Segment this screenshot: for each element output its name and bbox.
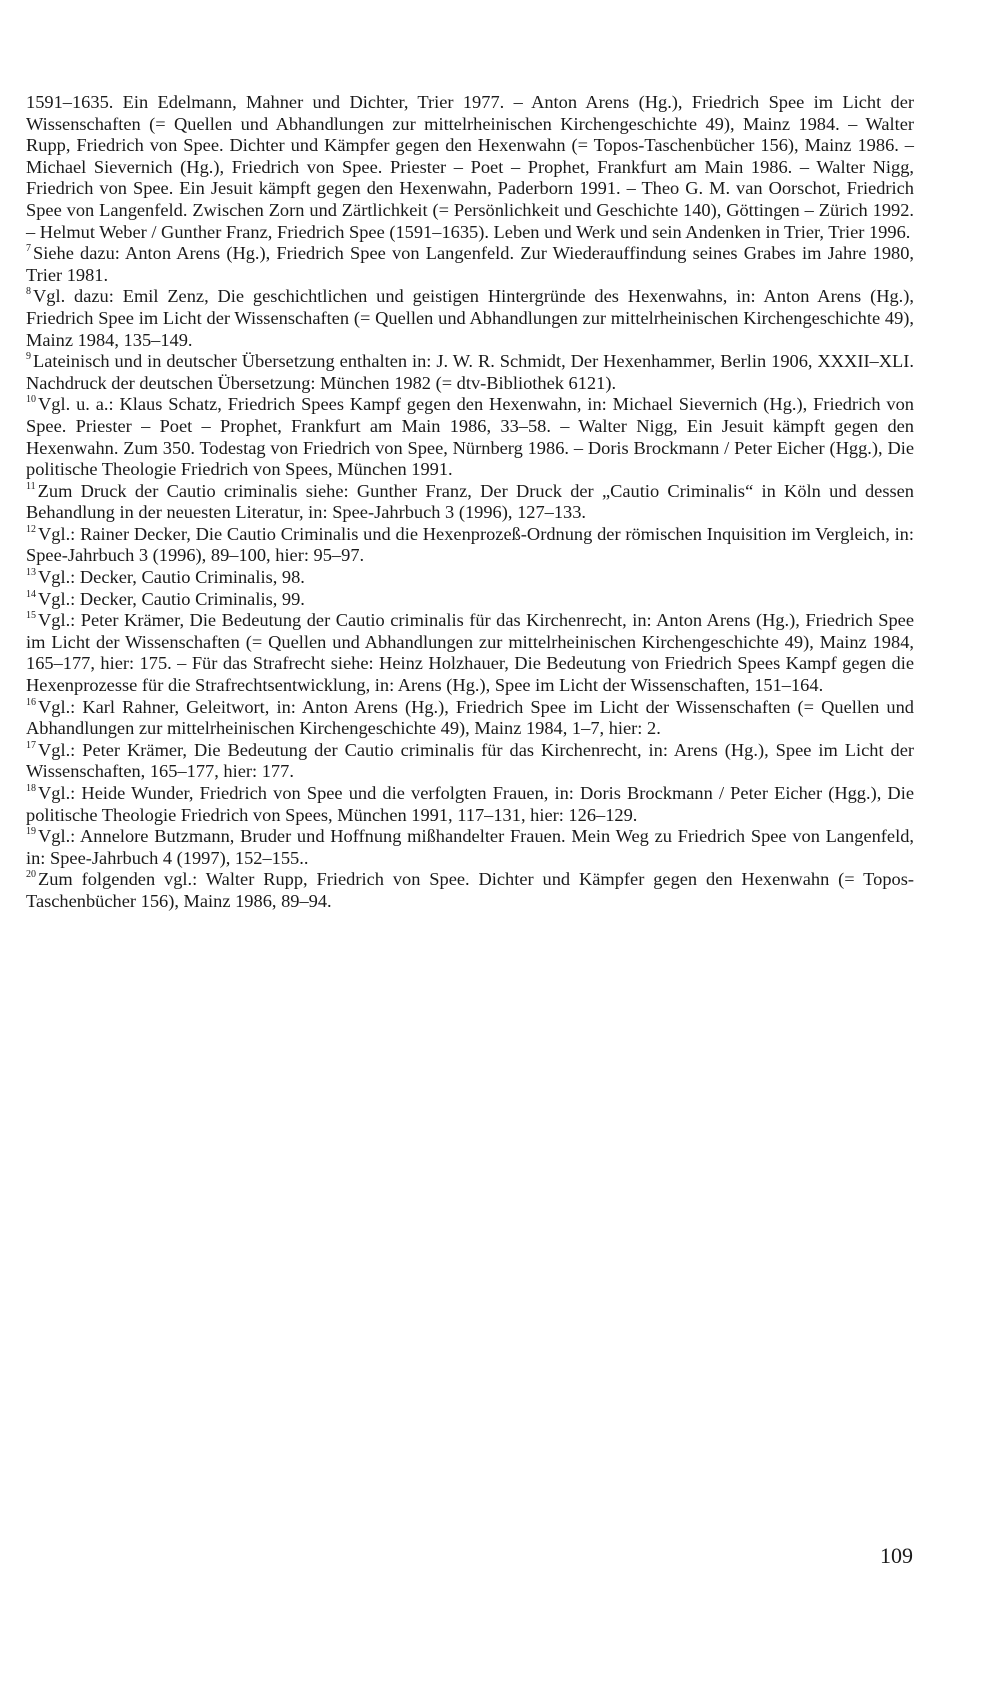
footnote-text: Vgl.: Peter Krämer, Die Bedeutung der Cautio criminalis für das Kirchenrecht, in: Anton Arens (Hg.), Friedrich Spee im Licht der Wissenschaften (= Quellen und Abhandlungen zur mittelrheinischen Kirchengeschichte 49), Mainz 1984, 165–177, hier: 175. – Für das Strafrecht siehe: Heinz Holzhauer, Die Bedeutung von Friedrich Spees Kampf gegen die Hexenprozesse für die Strafrechtsentwicklung, in: Arens (Hg.), Spee im Licht der Wissenschaften, 151–164. (26, 610, 914, 696)
footnote-number: 13 (26, 566, 36, 578)
footnote-11 (26, 481, 914, 524)
footnote-number: 9 (26, 351, 31, 362)
footnote-continuation: 1591–1635. Ein Edelmann, Mahner und Dichter, Trier 1977. – Anton Arens (Hg.), Friedrich Spee im Licht der Wissenschaften (= Quellen und Abhandlungen zur mittelrheinischen Kirchengeschichte 49), Mainz 1984. – Walter Rupp, Friedrich von Spee. Dichter und Kämpfer gegen den Hexenwahn (= Topos-Taschenbücher 156), Mainz 1986. – Michael Sievernich (Hg.), Friedrich von Spee. Priester – Poet – Prophet, Frankfurt am Main 1986. – Walter Nigg, Friedrich von Spee. Ein Jesuit kämpft gegen den Hexenwahn, Paderborn 1991. – Theo G. M. van Oorschot, Friedrich Spee von Langenfeld. Zwischen Zorn und Zärtlichkeit (= Persönlichkeit und Geschichte 140), Göttingen – Zürich 1992. – Helmut Weber / Gunther Franz, Friedrich Spee (1591–1635). Leben und Werk und sein Andenken in Trier, Trier 1996. (26, 92, 914, 242)
footnote-10 (26, 394, 914, 480)
footnote-12 (26, 524, 914, 567)
footnote-text: Vgl.: Rainer Decker, Die Cautio Criminalis und die Hexenprozeß-Ordnung der römischen Inquisition im Vergleich, in: Spee-Jahrbuch 3 (1996), 89–100, hier: 95–97. (26, 523, 914, 566)
footnote-text: Vgl.: Karl Rahner, Geleitwort, in: Anton Arens (Hg.), Friedrich Spee im Licht der Wissenschaften (= Quellen und Abhandlungen zur mittelrheinischen Kirchengeschichte 49), Mainz 1984, 1–7, hier: 2. (26, 696, 914, 739)
footnote-list (26, 243, 914, 912)
footnote-number: 19 (26, 826, 36, 838)
footnote-text: Zum Druck der Cautio criminalis siehe: Gunther Franz, Der Druck der „Cautio Criminalis“ in Köln und dessen Behandlung in der neuesten Literatur, in: Spee-Jahrbuch 3 (1996), 127–133. (26, 480, 914, 523)
footnote-text: Vgl.: Peter Krämer, Die Bedeutung der Cautio criminalis für das Kirchenrecht, in: Arens (Hg.), Spee im Licht der Wissenschaften, 165–177, hier: 177. (26, 739, 914, 782)
footnote-number: 10 (26, 394, 36, 406)
footnote-15 (26, 610, 914, 696)
footnote-number: 20 (26, 869, 36, 881)
footnote-number: 12 (26, 523, 36, 535)
footnote-18 (26, 783, 914, 826)
footnote-text: Vgl.: Decker, Cautio Criminalis, 99. (38, 588, 305, 609)
footnote-16 (26, 697, 914, 740)
footnote-number: 14 (26, 588, 36, 600)
footnote-number: 8 (26, 286, 31, 298)
footnote-number: 17 (26, 739, 36, 751)
footnote-7 (26, 243, 914, 286)
footnote-text: Zum folgenden vgl.: Walter Rupp, Friedrich von Spee. Dichter und Kämpfer gegen den Hexenwahn (= Topos-Taschenbücher 156), Mainz 1986, 89–94. (26, 869, 914, 911)
footnote-19 (26, 826, 914, 869)
footnote-text: Vgl.: Decker, Cautio Criminalis, 98. (38, 567, 305, 588)
footnote-14 (26, 589, 914, 611)
footnote-17 (26, 740, 914, 783)
footnote-text: Siehe dazu: Anton Arens (Hg.), Friedrich Spee von Langenfeld. Zur Wiederauffindung seines Grabes im Jahre 1980, Trier 1981. (26, 243, 914, 285)
page-number: 109 (880, 1543, 913, 1568)
footnote-13 (26, 567, 914, 589)
footnote-9 (26, 351, 914, 394)
footnote-number: 18 (26, 782, 36, 794)
footnote-number: 11 (26, 480, 36, 492)
footnote-text: Vgl. u. a.: Klaus Schatz, Friedrich Spees Kampf gegen den Hexenwahn, in: Michael Sievernich (Hg.), Friedrich von Spee. Priester – Poet – Prophet, Frankfurt am Main 1986, 33–58. – Walter Nigg, Ein Jesuit kämpft gegen den Hexenwahn. Zum 350. Todestag von Friedrich von Spee, Nürnberg 1986. – Doris Brockmann / Peter Eicher (Hgg.), Die politische Theologie Friedrich von Spees, München 1991. (26, 394, 914, 480)
footnote-text: Lateinisch und in deutscher Übersetzung enthalten in: J. W. R. Schmidt, Der Hexenhammer, Berlin 1906, XXXII–XLI. Nachdruck der deutschen Übersetzung: München 1982 (= dtv-Bibliothek 6121). (26, 351, 914, 393)
footnote-text: Vgl.: Heide Wunder, Friedrich von Spee und die verfolgten Frauen, in: Doris Brockmann / Peter Eicher (Hgg.), Die politische Theologie Friedrich von Spees, München 1991, 117–131, hier: 126–129. (26, 783, 914, 825)
footnote-20 (26, 869, 914, 912)
footnote-number: 7 (26, 243, 31, 255)
footnote-number: 16 (26, 696, 36, 708)
footnote-number: 15 (26, 610, 36, 622)
footnote-text: Vgl.: Annelore Butzmann, Bruder und Hoffnung mißhandelter Frauen. Mein Weg zu Friedrich Spee von Langenfeld, in: Spee-Jahrbuch 4 (1997), 152–155.. (26, 826, 914, 868)
footnote-8 (26, 286, 914, 351)
footnote-text: Vgl. dazu: Emil Zenz, Die geschichtlichen und geistigen Hintergründe des Hexenwahns, in: Anton Arens (Hg.), Friedrich Spee im Licht der Wissenschaften (= Quellen und Abhandlungen zur mittelrheinischen Kirchengeschichte 49), Mainz 1984, 135–149. (26, 286, 914, 350)
footnotes-block (26, 92, 914, 913)
